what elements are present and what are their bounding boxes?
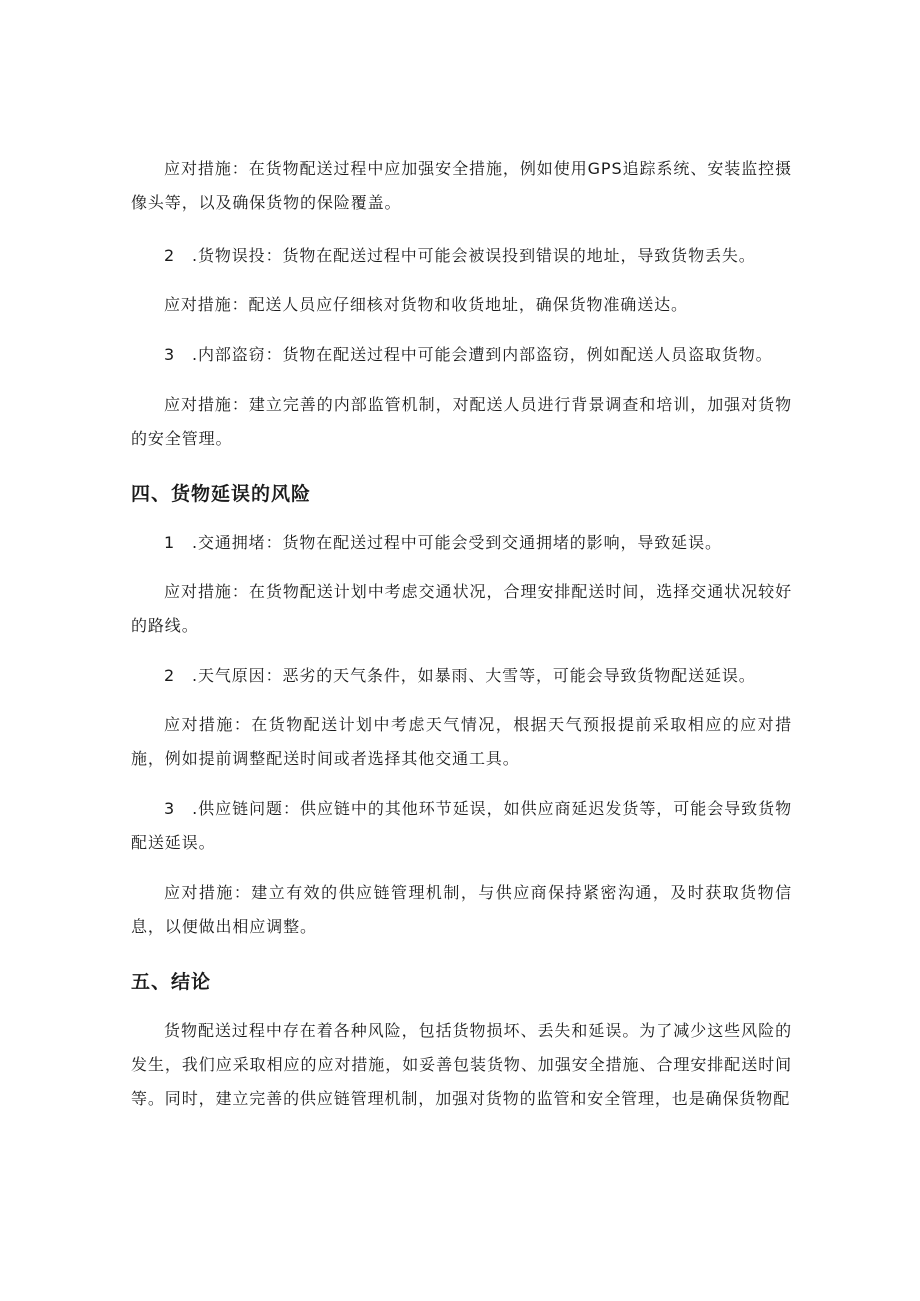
paragraph-weather-measures: 应对措施：在货物配送计划中考虑天气情况，根据天气预报提前采取相应的应对措施，例如提前调整配送时间或者选择其他交通工具。 xyxy=(131,715,792,768)
paragraph-traffic-congestion: 1 .交通拥堵：货物在配送过程中可能会受到交通拥堵的影响，导致延误。 xyxy=(164,533,722,552)
paragraph-misdelivery: 2 .货物误投：货物在配送过程中可能会被误投到错误的地址，导致货物丢失。 xyxy=(164,246,756,265)
section-heading-delay-risk: 四、货物延误的风险 xyxy=(131,483,312,505)
paragraph-misdelivery-measures: 应对措施：配送人员应仔细核对货物和收货地址，确保货物准确送达。 xyxy=(164,295,688,314)
paragraph-supply-chain: 3 .供应链问题：供应链中的其他环节延误，如供应商延迟发货等，可能会导致货物配送延误。 xyxy=(131,799,792,852)
paragraph-traffic-measures: 应对措施：在货物配送计划中考虑交通状况，合理安排配送时间，选择交通状况较好的路线。 xyxy=(131,582,792,635)
paragraph-weather: 2 .天气原因：恶劣的天气条件，如暴雨、大雪等，可能会导致货物配送延误。 xyxy=(164,666,756,685)
paragraph-conclusion: 货物配送过程中存在着各种风险，包括货物损坏、丢失和延误。为了减少这些风险的发生，我们应采取相应的应对措施，如妥善包装货物、加强安全措施、合理安排配送时间等。同时，建立完善的供应链管理机制，加强对货物的监管和安全管理，也是确保货物配 xyxy=(131,1021,792,1108)
section-heading-conclusion: 五、结论 xyxy=(131,971,212,993)
paragraph-security-measures: 应对措施：在货物配送过程中应加强安全措施，例如使用GPS追踪系统、安装监控摄像头等，以及确保货物的保险覆盖。 xyxy=(131,159,792,212)
paragraph-internal-theft-measures: 应对措施：建立完善的内部监管机制，对配送人员进行背景调查和培训，加强对货物的安全管理。 xyxy=(131,395,792,448)
paragraph-internal-theft: 3 .内部盗窃：货物在配送过程中可能会遭到内部盗窃，例如配送人员盗取货物。 xyxy=(164,345,773,364)
paragraph-supply-chain-measures: 应对措施：建立有效的供应链管理机制，与供应商保持紧密沟通，及时获取货物信息，以便做出相应调整。 xyxy=(131,883,792,936)
